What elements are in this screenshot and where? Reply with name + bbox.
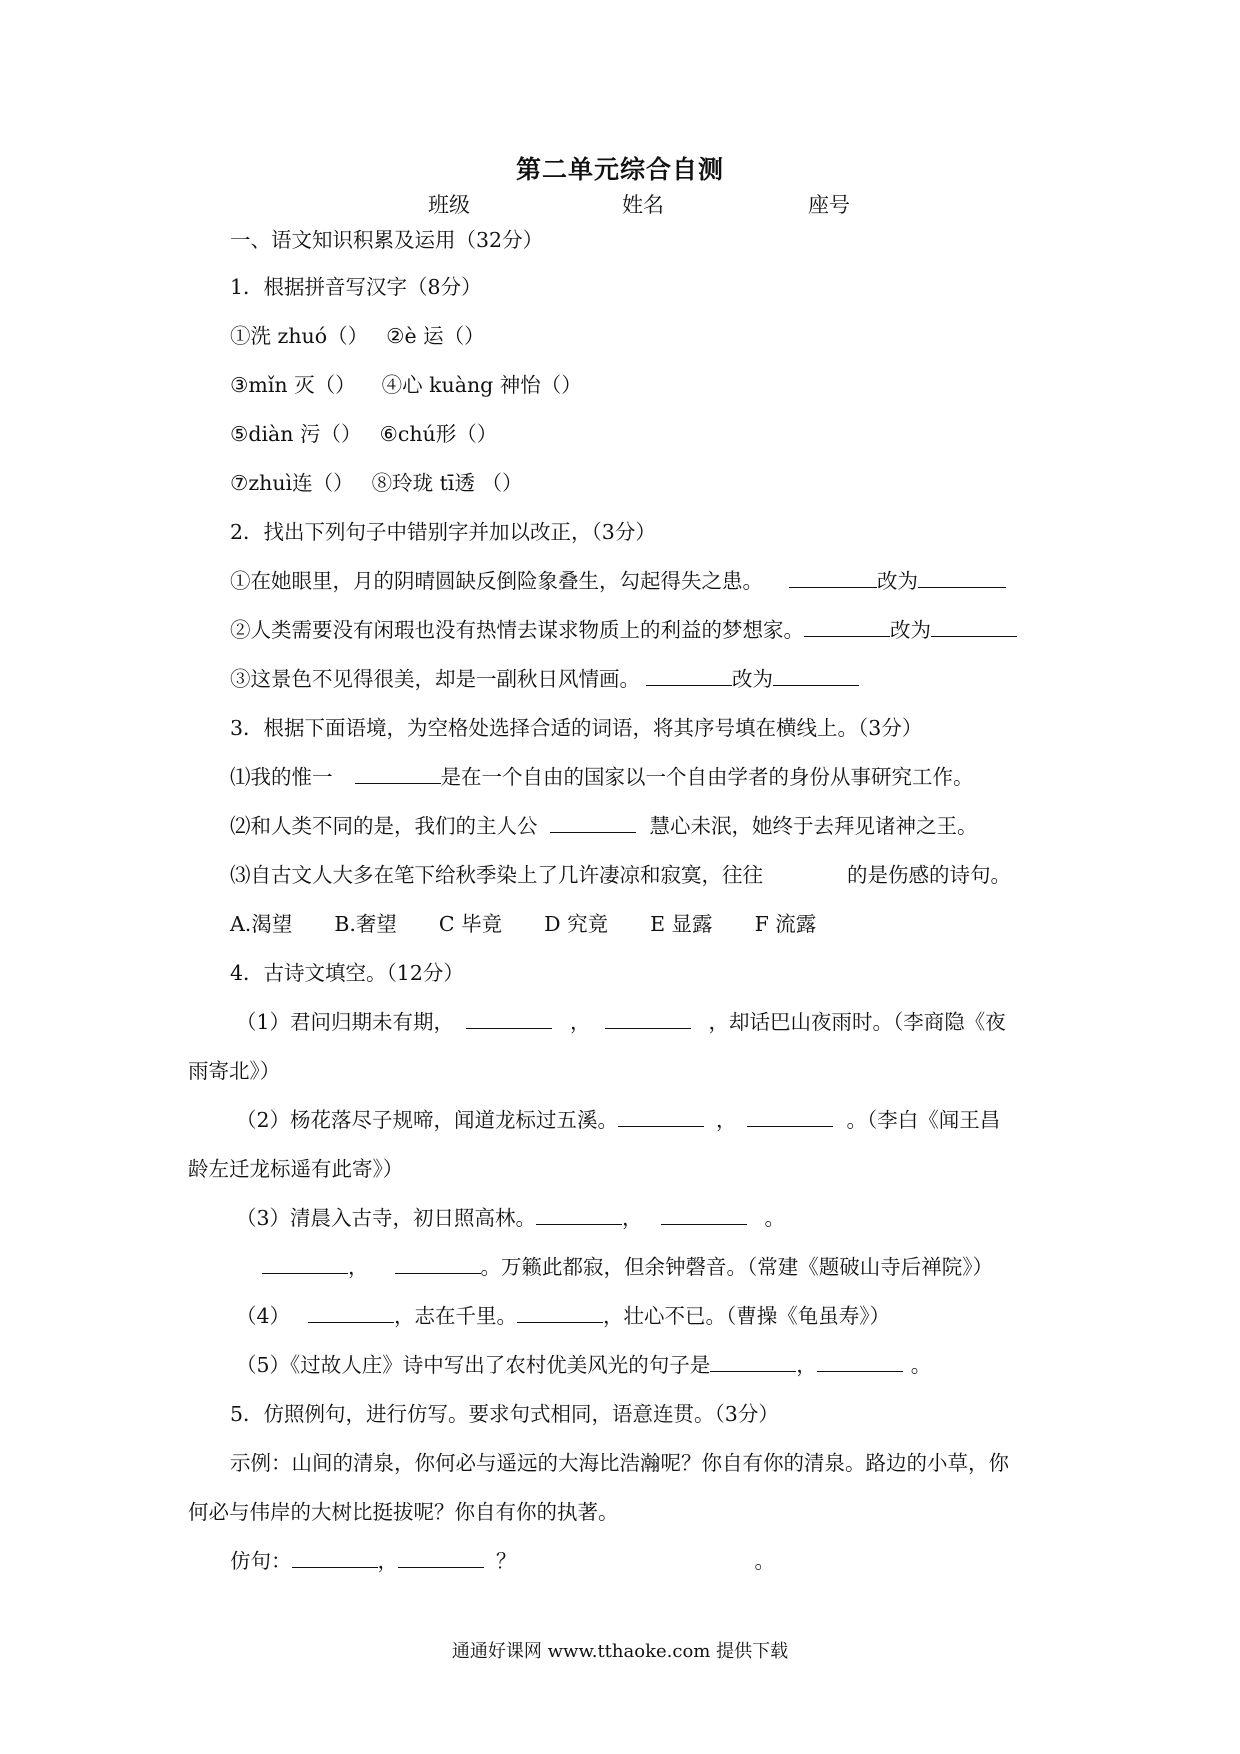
q3-heading: 3．根据下面语境，为空格处选择合适的词语，将其序号填在横线上。（3分） <box>230 716 923 740</box>
answer-blank[interactable] <box>395 1253 481 1274</box>
q3-text: 的是伤感的诗句。 <box>847 863 1011 887</box>
answer-blank[interactable] <box>710 1351 796 1372</box>
q4-text: （4） <box>236 1304 291 1328</box>
q1-item: ⑥chú形（） <box>379 422 498 446</box>
option-b: B.奢望 <box>334 912 397 936</box>
q3-sentence-1 <box>230 763 974 791</box>
answer-blank[interactable] <box>661 1204 747 1225</box>
answer-blank[interactable] <box>398 1547 484 1568</box>
page-title: 第二单元综合自测 <box>515 155 724 184</box>
q5-text: ？ <box>496 1549 517 1573</box>
answer-blank[interactable] <box>517 1302 603 1323</box>
q2-sentence: ③这景色不见得很美，却是一副秋日风情画。 <box>230 667 640 691</box>
answer-blank[interactable] <box>536 1204 622 1225</box>
q1-item: ⑤diàn 污（） <box>230 422 362 446</box>
answer-blank[interactable] <box>292 1547 378 1568</box>
q1-item: ④心 kuàng 神怡（） <box>381 373 582 397</box>
q3-text: ⑶自古文人大多在笔下给秋季染上了几许凄凉和寂寞，往往 <box>230 863 763 887</box>
answer-blank[interactable] <box>262 1253 348 1274</box>
q1-item: ⑧玲珑 tī透 （） <box>371 471 523 495</box>
change-to-label: 改为 <box>890 618 931 642</box>
answer-blank[interactable] <box>466 1008 552 1029</box>
change-to-label: 改为 <box>877 569 918 593</box>
q4-text: ，壮心不已。（曹操《龟虽寿》） <box>603 1304 891 1328</box>
q4-text: （3）清晨入古寺，初日照高林。 <box>236 1206 537 1230</box>
answer-blank[interactable] <box>931 616 1017 637</box>
q5-imitate-line <box>230 1547 775 1575</box>
footer-credit: 通通好课网 www.tthaoke.com 提供下载 <box>451 1641 789 1662</box>
q3-options <box>230 910 858 938</box>
q4-text: 。 <box>910 1353 932 1377</box>
q4-text: ， <box>796 1353 817 1377</box>
q4-poem-2-cont: 龄左迁龙标遥有此寄》） <box>188 1157 404 1181</box>
q2-sentence: ②人类需要没有闲瑕也没有热情去谋求物质上的利益的梦想家。 <box>230 618 804 642</box>
q1-item: ③mǐn 灭（） <box>230 373 356 397</box>
q4-text: 。（李白《闻王昌 <box>846 1108 1001 1132</box>
answer-blank[interactable] <box>308 1302 394 1323</box>
q1-item: ②è 运（） <box>386 324 485 348</box>
class-label: 班级 <box>428 193 470 217</box>
q4-poem-3-cont <box>262 1253 993 1281</box>
answer-blank[interactable] <box>550 812 636 833</box>
q2-line-2 <box>230 616 1017 644</box>
change-to-label: 改为 <box>732 667 773 691</box>
q3-text: 慧心未泯，她终于去拜见诸神之王。 <box>649 814 978 838</box>
q1-row-2 <box>230 371 582 399</box>
q1-row-3 <box>230 420 497 448</box>
q4-text: 。 <box>764 1206 786 1230</box>
q5-text: 。 <box>754 1549 775 1573</box>
q5-text: ， <box>377 1549 398 1573</box>
section-heading: 一、语文知识积累及运用（32分） <box>230 228 544 252</box>
answer-blank[interactable] <box>618 1106 704 1127</box>
q4-poem-1 <box>236 1008 1006 1036</box>
q1-item: ⑦zhuì连（） <box>230 471 354 495</box>
answer-blank[interactable] <box>605 1008 691 1029</box>
q3-sentence-2 <box>230 812 978 840</box>
q4-text: ， <box>348 1255 369 1279</box>
q4-poem-5 <box>236 1351 931 1379</box>
option-d: D 究竟 <box>544 912 609 936</box>
q3-text: ⑴我的惟一 <box>230 765 333 789</box>
q4-heading: 4．古诗文填空。（12分） <box>230 961 464 985</box>
seat-label: 座号 <box>808 193 850 217</box>
q1-heading: 1．根据拼音写汉字（8分） <box>230 275 482 299</box>
option-f: F 流露 <box>754 912 817 936</box>
answer-blank[interactable] <box>355 763 441 784</box>
q4-text: ， <box>716 1108 737 1132</box>
q5-heading: 5．仿照例句，进行仿写。要求句式相同，语意连贯。（3分） <box>230 1402 779 1426</box>
q4-text: （2）杨花落尽子规啼，闻道龙标过五溪。 <box>236 1108 619 1132</box>
q4-text: ， <box>570 1010 591 1034</box>
answer-blank[interactable] <box>918 567 1006 588</box>
q2-heading: 2．找出下列句子中错别字并加以改正，（3分） <box>230 520 656 544</box>
q1-row-1 <box>230 322 485 350</box>
answer-blank[interactable] <box>646 665 732 686</box>
q5-example-line-1: 示例：山间的清泉，你何必与遥远的大海比浩瀚呢？你自有你的清泉。路边的小草，你 <box>230 1451 1009 1475</box>
option-a: A.渴望 <box>230 912 293 936</box>
q2-line-1 <box>230 567 1006 595</box>
q3-sentence-3 <box>230 861 1011 889</box>
q5-example-line-2: 何必与伟岸的大树比挺拔呢？你自有你的执著。 <box>188 1500 619 1524</box>
answer-blank[interactable] <box>804 616 890 637</box>
q1-item: ①洗 zhuó（） <box>230 324 369 348</box>
answer-blank[interactable] <box>747 1106 833 1127</box>
q5-text: 仿句： <box>230 1549 292 1573</box>
answer-blank[interactable] <box>817 1351 903 1372</box>
q4-text: ，志在千里。 <box>394 1304 518 1328</box>
q4-poem-4 <box>236 1302 890 1330</box>
q2-line-3 <box>230 665 859 693</box>
q4-text: 。万籁此都寂，但余钟磬音。（常建《题破山寺后禅院》） <box>480 1255 993 1279</box>
q4-text: （1）君问归期未有期， <box>236 1010 455 1034</box>
q4-text: ，却话巴山夜雨时。（李商隐《夜 <box>708 1010 1006 1034</box>
option-c: C 毕竟 <box>438 912 503 936</box>
q4-text: （5）《过故人庄》诗中写出了农村优美风光的句子是 <box>236 1353 711 1377</box>
q4-poem-3 <box>236 1204 785 1232</box>
option-e: E 显露 <box>650 912 713 936</box>
q2-sentence: ①在她眼里，月的阴晴圆缺反倒险象叠生，勾起得失之患。 <box>230 569 763 593</box>
answer-blank[interactable] <box>789 567 877 588</box>
q4-text: ， <box>622 1206 643 1230</box>
q3-text: ⑵和人类不同的是，我们的主人公 <box>230 814 538 838</box>
q3-text: 是在一个自由的国家以一个自由学者的身份从事研究工作。 <box>440 765 974 789</box>
q4-poem-2 <box>236 1106 1000 1134</box>
name-label: 姓名 <box>622 193 664 217</box>
answer-blank[interactable] <box>773 665 859 686</box>
q1-row-4 <box>230 469 522 497</box>
q4-poem-1-cont: 雨寄北》） <box>188 1059 281 1083</box>
